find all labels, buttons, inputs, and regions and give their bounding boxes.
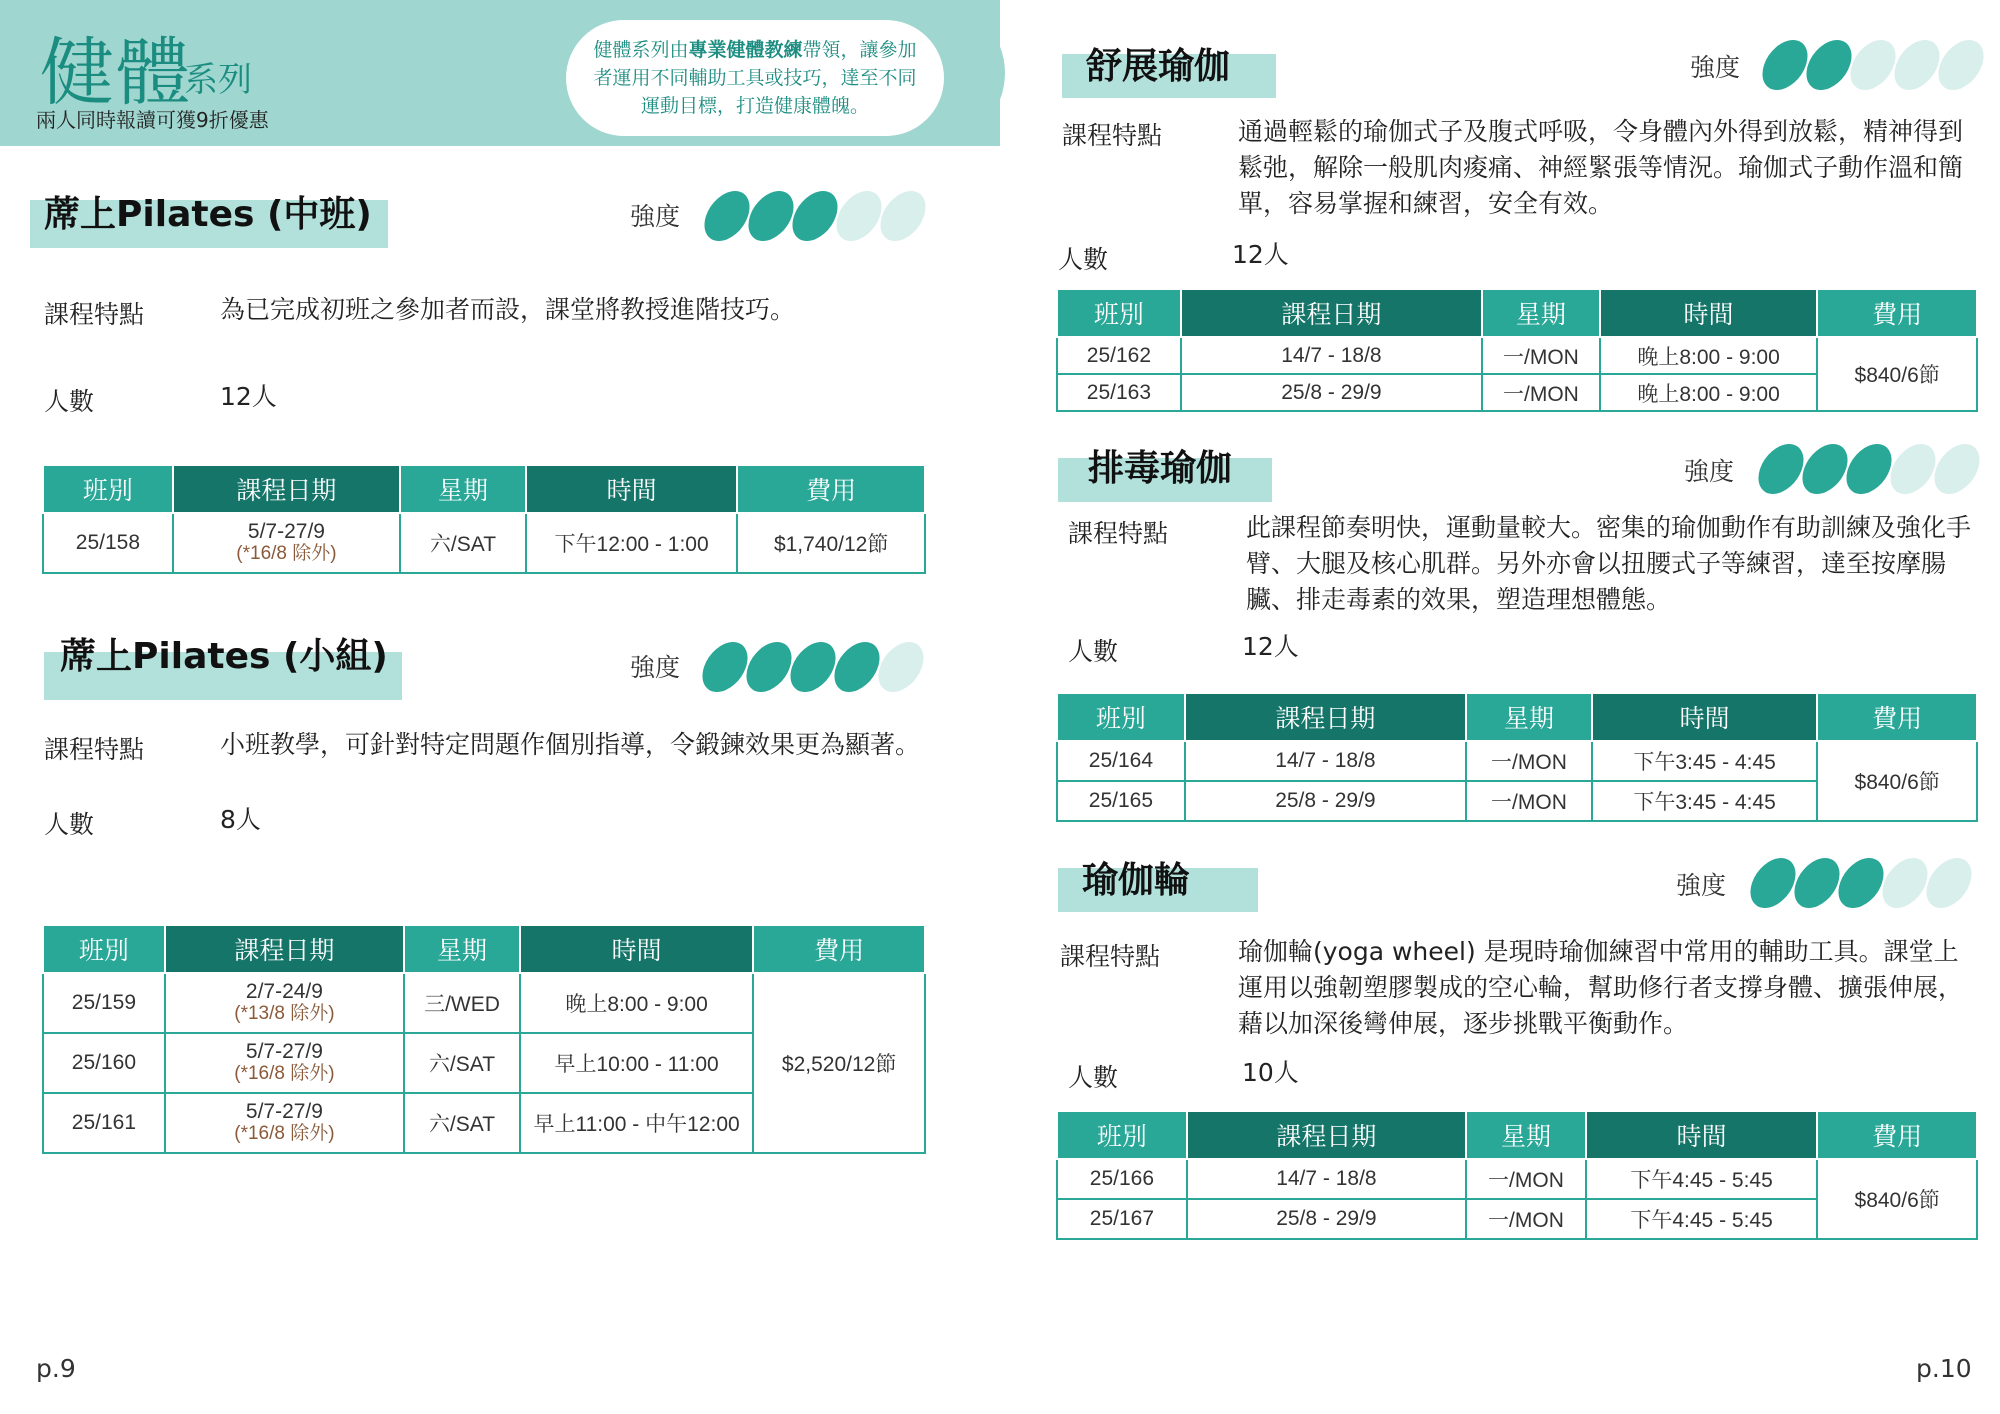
th-dates: 課程日期 — [1187, 1111, 1466, 1159]
th-dates: 課程日期 — [165, 925, 404, 973]
cell-time: 晚上8:00 - 9:00 — [1600, 337, 1817, 374]
features-label: 課程特點 — [44, 735, 145, 764]
course-title-yoga-wheel: 瑜伽輪 — [1082, 860, 1191, 901]
course-title-detox-yoga: 排毒瑜伽 — [1088, 448, 1233, 489]
course-title-pilates-mid: 蓆上Pilates (中班) — [44, 194, 372, 235]
cell-code: 25/164 — [1057, 741, 1185, 781]
cell-time: 早上11:00 - 中午12:00 — [520, 1093, 753, 1153]
cell-time: 早上10:00 - 11:00 — [520, 1033, 753, 1093]
date-range: 5/7-27/9 — [247, 520, 325, 543]
cell-dates: 25/8 - 29/9 — [1187, 1199, 1466, 1239]
cell-day: 一/MON — [1466, 781, 1592, 821]
series-subtitle: 系列 — [184, 60, 252, 100]
series-title: 健體 — [40, 30, 192, 116]
cell-day: 一/MON — [1466, 1159, 1586, 1199]
cell-code: 25/160 — [43, 1033, 165, 1093]
cell-dates: 25/8 - 29/9 — [1185, 781, 1466, 821]
capacity-value: 12人 — [1242, 632, 1299, 661]
capacity-label: 人數 — [44, 810, 95, 839]
capacity-value: 10人 — [1242, 1058, 1299, 1087]
cell-fee: $840/6節 — [1817, 337, 1977, 411]
cell-dates: 14/7 - 18/8 — [1185, 741, 1466, 781]
intensity-dot-filled — [1788, 858, 1846, 908]
capacity-label: 人數 — [1068, 637, 1119, 666]
th-code: 班別 — [43, 465, 173, 513]
schedule-table — [1056, 288, 1978, 412]
th-dates: 課程日期 — [173, 465, 400, 513]
capacity-value: 12人 — [220, 382, 277, 411]
intensity-dot-empty — [1876, 858, 1934, 908]
cell-time: 晚上8:00 - 9:00 — [520, 973, 753, 1033]
features-label: 課程特點 — [1068, 519, 1169, 548]
intensity-dot-empty — [1920, 858, 1978, 908]
cell-dates: 14/7 - 18/8 — [1181, 337, 1482, 374]
cell-code: 25/162 — [1057, 337, 1181, 374]
cell-code: 25/166 — [1057, 1159, 1187, 1199]
intensity-dot-filled — [1752, 444, 1810, 494]
th-code: 班別 — [43, 925, 165, 973]
intro-text — [585, 36, 925, 120]
intensity-dot-filled — [1796, 444, 1854, 494]
th-time: 時間 — [1586, 1111, 1817, 1159]
cell-time: 下午3:45 - 4:45 — [1592, 781, 1817, 821]
intensity-label: 強度 — [630, 202, 681, 231]
cell-dates — [165, 1093, 404, 1153]
intensity-dot-filled — [1744, 858, 1802, 908]
cell-dates — [173, 513, 400, 573]
date-exclusion: (*16/8 除外) — [236, 543, 337, 564]
date-exclusion: (*16/8 除外) — [234, 1123, 335, 1144]
th-fee: 費用 — [1817, 289, 1977, 337]
cell-time: 下午12:00 - 1:00 — [526, 513, 737, 573]
table-header-row — [1057, 1111, 1977, 1159]
th-time: 時間 — [526, 465, 737, 513]
page-number-left: p.9 — [36, 1354, 76, 1383]
features-label: 課程特點 — [1062, 121, 1163, 150]
table-header-row — [1057, 289, 1977, 337]
cell-time: 下午3:45 - 4:45 — [1592, 741, 1817, 781]
intensity-dot-filled — [1756, 40, 1814, 90]
intensity-meter — [1760, 444, 1978, 494]
cell-day: 一/MON — [1482, 374, 1600, 411]
cell-day: 六/SAT — [404, 1033, 520, 1093]
promo-text: 兩人同時報讀可獲9折優惠 — [36, 108, 269, 132]
th-code: 班別 — [1057, 1111, 1187, 1159]
intensity-dot-empty — [1884, 444, 1942, 494]
intensity-label: 強度 — [1690, 53, 1741, 82]
cell-day: 六/SAT — [404, 1093, 520, 1153]
th-time: 時間 — [1600, 289, 1817, 337]
intensity-dot-empty — [1932, 40, 1990, 90]
features-text: 小班教學，可針對特定問題作個別指導，令鍛鍊效果更為顯著。 — [220, 730, 921, 759]
th-fee: 費用 — [737, 465, 925, 513]
th-fee: 費用 — [1817, 693, 1977, 741]
intensity-dot-filled — [786, 191, 844, 241]
intensity-label: 強度 — [630, 653, 681, 682]
cell-code: 25/167 — [1057, 1199, 1187, 1239]
cell-fee: $840/6節 — [1817, 741, 1977, 821]
intensity-meter — [1764, 40, 1982, 90]
table-header-row — [43, 465, 925, 513]
cell-code: 25/158 — [43, 513, 173, 573]
intensity-dot-filled — [1840, 444, 1898, 494]
date-exclusion: (*13/8 除外) — [234, 1003, 335, 1024]
table-header-row — [1057, 693, 1977, 741]
intensity-dot-filled — [1800, 40, 1858, 90]
table-row — [1057, 1159, 1977, 1199]
cell-time: 下午4:45 - 5:45 — [1586, 1199, 1817, 1239]
th-time: 時間 — [1592, 693, 1817, 741]
th-dates: 課程日期 — [1181, 289, 1482, 337]
capacity-label: 人數 — [1068, 1063, 1119, 1092]
features-text: 通過輕鬆的瑜伽式子及腹式呼吸，令身體內外得到放鬆，精神得到鬆弛，解除一般肌肉痠痛、神經緊張等情況。瑜伽式子動作溫和簡單，容易掌握和練習，安全有效。 — [1238, 117, 1964, 218]
intensity-dot-empty — [830, 191, 888, 241]
th-day: 星期 — [400, 465, 526, 513]
cell-dates — [165, 1033, 404, 1093]
intensity-meter — [704, 642, 922, 692]
intensity-label: 強度 — [1676, 871, 1727, 900]
features-label: 課程特點 — [1060, 942, 1161, 971]
intensity-dot-filled — [696, 642, 754, 692]
intensity-dot-empty — [1844, 40, 1902, 90]
intensity-meter — [1752, 858, 1970, 908]
capacity-label: 人數 — [1058, 245, 1109, 274]
intensity-meter — [706, 191, 924, 241]
cell-day: 六/SAT — [400, 513, 526, 573]
course-title-pilates-group: 蓆上Pilates (小組) — [60, 636, 388, 677]
intensity-dot-filled — [698, 191, 756, 241]
cell-fee: $1,740/12節 — [737, 513, 925, 573]
table-row — [1057, 337, 1977, 374]
course-title-stretch-yoga: 舒展瑜伽 — [1086, 46, 1231, 87]
cell-day: 三/WED — [404, 973, 520, 1033]
capacity-label: 人數 — [44, 387, 95, 416]
cell-dates: 14/7 - 18/8 — [1187, 1159, 1466, 1199]
features-label: 課程特點 — [44, 300, 145, 329]
th-day: 星期 — [404, 925, 520, 973]
cell-dates: 25/8 - 29/9 — [1181, 374, 1482, 411]
schedule-table — [1056, 1110, 1978, 1240]
intensity-dot-filled — [828, 642, 886, 692]
features-text: 為已完成初班之參加者而設，課堂將教授進階技巧。 — [220, 295, 796, 324]
th-code: 班別 — [1057, 289, 1181, 337]
intensity-dot-filled — [1832, 858, 1890, 908]
intensity-dot-empty — [872, 642, 930, 692]
cell-fee: $840/6節 — [1817, 1159, 1977, 1239]
table-row — [43, 513, 925, 573]
intro-pre: 健體系列由 — [593, 39, 689, 61]
intensity-dot-empty — [1888, 40, 1946, 90]
th-code: 班別 — [1057, 693, 1185, 741]
capacity-value: 12人 — [1232, 240, 1289, 269]
date-range: 2/7-24/9 — [245, 980, 323, 1003]
intensity-dot-filled — [740, 642, 798, 692]
features-text: 此課程節奏明快，運動量較大。密集的瑜伽動作有助訓練及強化手臂、大腿及核心肌群。另外亦會以扭腰式子等練習，達至按摩腸臟、排走毒素的效果，塑造理想體態。 — [1246, 513, 1972, 614]
table-row — [43, 973, 925, 1033]
table-row — [1057, 741, 1977, 781]
intensity-dot-empty — [874, 191, 932, 241]
schedule-table — [1056, 692, 1978, 822]
date-range: 5/7-27/9 — [245, 1040, 323, 1063]
cell-day: 一/MON — [1482, 337, 1600, 374]
intensity-dot-empty — [1928, 444, 1986, 494]
schedule-table — [42, 924, 926, 1154]
cell-time: 下午4:45 - 5:45 — [1586, 1159, 1817, 1199]
cell-day: 一/MON — [1466, 1199, 1586, 1239]
th-day: 星期 — [1482, 289, 1600, 337]
intro-bubble — [566, 20, 944, 136]
schedule-table — [42, 464, 926, 574]
cell-code: 25/159 — [43, 973, 165, 1033]
cell-dates — [165, 973, 404, 1033]
cell-fee: $2,520/12節 — [753, 973, 925, 1153]
th-time: 時間 — [520, 925, 753, 973]
th-dates: 課程日期 — [1185, 693, 1466, 741]
cell-day: 一/MON — [1466, 741, 1592, 781]
date-exclusion: (*16/8 除外) — [234, 1063, 335, 1084]
date-range: 5/7-27/9 — [245, 1100, 323, 1123]
cell-code: 25/165 — [1057, 781, 1185, 821]
page-number-right: p.10 — [1916, 1354, 1972, 1383]
th-day: 星期 — [1466, 1111, 1586, 1159]
th-day: 星期 — [1466, 693, 1592, 741]
table-header-row — [43, 925, 925, 973]
cell-code: 25/161 — [43, 1093, 165, 1153]
intro-bold: 專業健體教練 — [688, 39, 803, 61]
intro-post: 帶領，讓參加者運用不同輔助工具或技巧，達至不同運動目標，打造健康體魄。 — [593, 39, 917, 117]
th-fee: 費用 — [753, 925, 925, 973]
intensity-dot-filled — [784, 642, 842, 692]
intensity-label: 強度 — [1684, 457, 1735, 486]
capacity-value: 8人 — [220, 805, 261, 834]
cell-time: 晚上8:00 - 9:00 — [1600, 374, 1817, 411]
th-fee: 費用 — [1817, 1111, 1977, 1159]
cell-code: 25/163 — [1057, 374, 1181, 411]
features-text: 瑜伽輪(yoga wheel) 是現時瑜伽練習中常用的輔助工具。課堂上運用以強韌塑膠製成的空心輪，幫助修行者支撐身體、擴張伸展，藉以加深後彎伸展，逐步挑戰平衡動作。 — [1238, 937, 1964, 1038]
intensity-dot-filled — [742, 191, 800, 241]
